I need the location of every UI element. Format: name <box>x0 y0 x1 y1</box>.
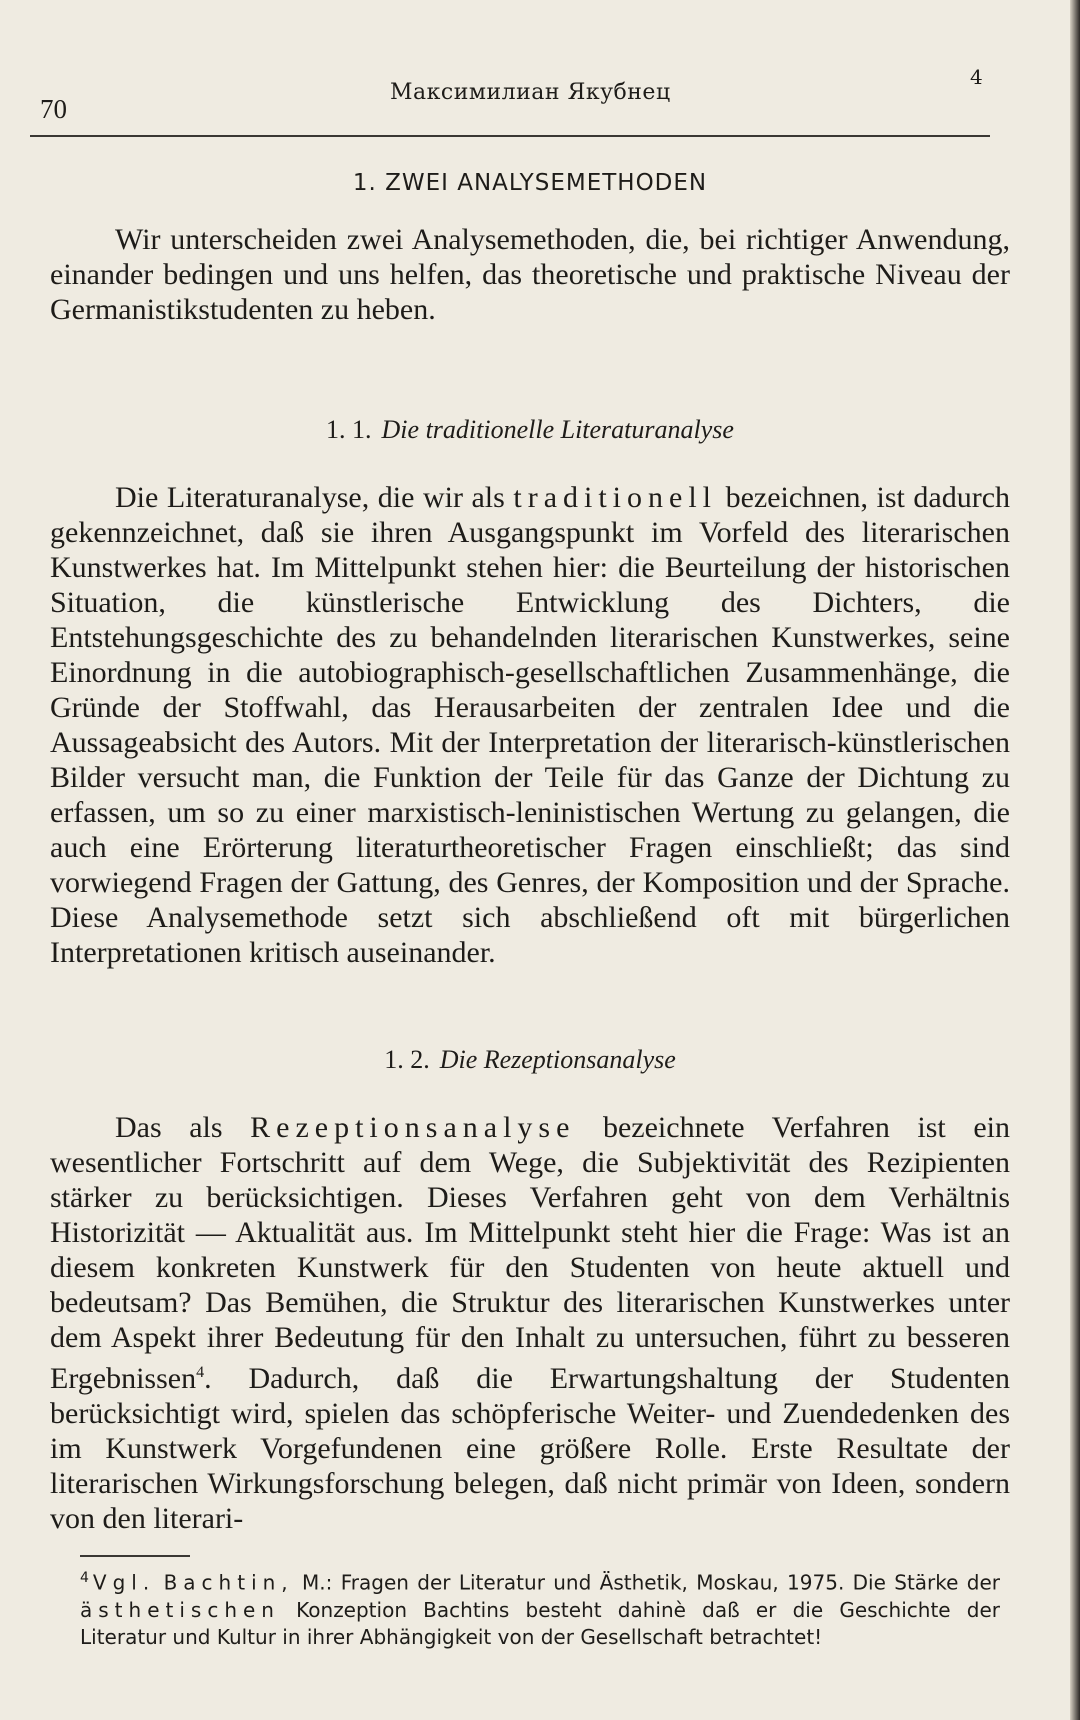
paragraph-traditional-analysis: Die Literaturanalyse, die wir als traditionell bezeichnen, ist dadurch gekennzeichnet, daß sie ihren Ausgangspunkt im Vorfeld des literarischen Kunstwerkes hat. Im Mittelpunkt stehen hier: die Beurteilung der historischen Situation, die künstlerische Entwicklung des Dichters, die Entstehungsgeschichte des zu behandelnden literarischen Kunstwerkes, seine Einordnung in die autobiographisch-gesellschaftlichen Zusammenhänge, die Gründe der Stoffwahl, das Herausarbeiten der zentralen Idee und die Aussageabsicht des Autors. Mit der Interpretation der literarisch-künstlerischen Bilder versucht man, die Funktion der Teile für das Ganze der Dichtung zu erfassen, um so zu einer marxistisch-leninistischen Wertung zu gelangen, die auch eine Erörterung literaturtheoretischer Fragen einschließt; das sind vorwiegend Fragen der Gattung, des Genres, der Komposition und der Sprache. Diese Analysemethode setzt sich abschließend oft mit bürgerlichen Interpretationen kritisch auseinander. <box>50 481 1011 969</box>
intro-paragraph: Wir unterscheiden zwei Analysemethoden, die, bei richtiger Anwendung, einander bedingen und uns helfen, das theoretische und praktische Niveau der Germanistikstudenten zu heben. <box>50 223 1010 326</box>
footnote-area <box>80 1555 1000 1651</box>
section-heading: 1. ZWEI ANALYSEMETHODEN <box>352 170 708 196</box>
running-head: Максимилиан Якубнец <box>390 80 671 105</box>
subsection-number: 1. 1. <box>326 415 372 444</box>
book-binding-shadow <box>1070 0 1080 1720</box>
page-number: 70 <box>40 94 67 124</box>
footnote: $^4$ Vgl. Bachtin, M.: Fragen der Literatur und Ästhetik, Moskau, 1975. Die Stärke der ästhetischen Konzeption Bachtins besteht dahinè daß er die Geschichte der Literatur und Kultur in ihrer Abhängigkeit von der Gesellschaft betrachtet! <box>80 1570 1001 1649</box>
footnote-rule <box>80 1555 190 1557</box>
subsection-number: 1. 2. <box>384 1045 430 1074</box>
subsection-heading-1 <box>50 415 1010 445</box>
footnote-mark: 4 <box>80 1570 89 1586</box>
subsection-heading-2 <box>50 1045 1010 1075</box>
footnote-reference: 4 <box>196 1364 205 1381</box>
spaced-emphasis: traditionell <box>513 481 718 514</box>
paragraph-reception-analysis: Das als Rezeptionsanalyse bezeichnete Verfahren ist ein wesentlicher Fortschritt auf dem Wege, die Subjektivität des Rezipienten stärker zu berücksichtigen. Dieses Verfahren geht von dem Verhältnis Historizität — Aktualität aus. Im Mittelpunkt steht hier die Frage: Was ist an diesem konkreten Kunstwerk für den Studenten von heute aktuell und bedeutsam? Das Bemühen, die Struktur des literarischen Kunstwerkes unter dem Aspekt ihrer Bedeutung für den Inhalt zu untersuchen, führt zu besseren Ergebnissen$^4$. Dadurch, daß die Erwartungshaltung der Studenten berücksichtigt wird, spielen das schöpferische Weiter- und Zuendedenken des im Kunstwerk Vorgefundenen eine größere Rolle. Erste Resultate der literarischen Wirkungsforschung belegen, daß nicht primär von Ideen, sondern von den literari- <box>50 1111 1010 1535</box>
page-body <box>50 170 1011 1535</box>
header-rule <box>30 135 990 137</box>
spaced-emphasis: Rezeptionsanalyse <box>250 1111 576 1144</box>
page-header <box>30 60 990 140</box>
corner-mark: 4 <box>970 65 983 89</box>
subsection-title: Die Rezeptionsanalyse <box>439 1045 676 1074</box>
subsection-title: Die traditionelle Literaturanalyse <box>381 415 734 444</box>
